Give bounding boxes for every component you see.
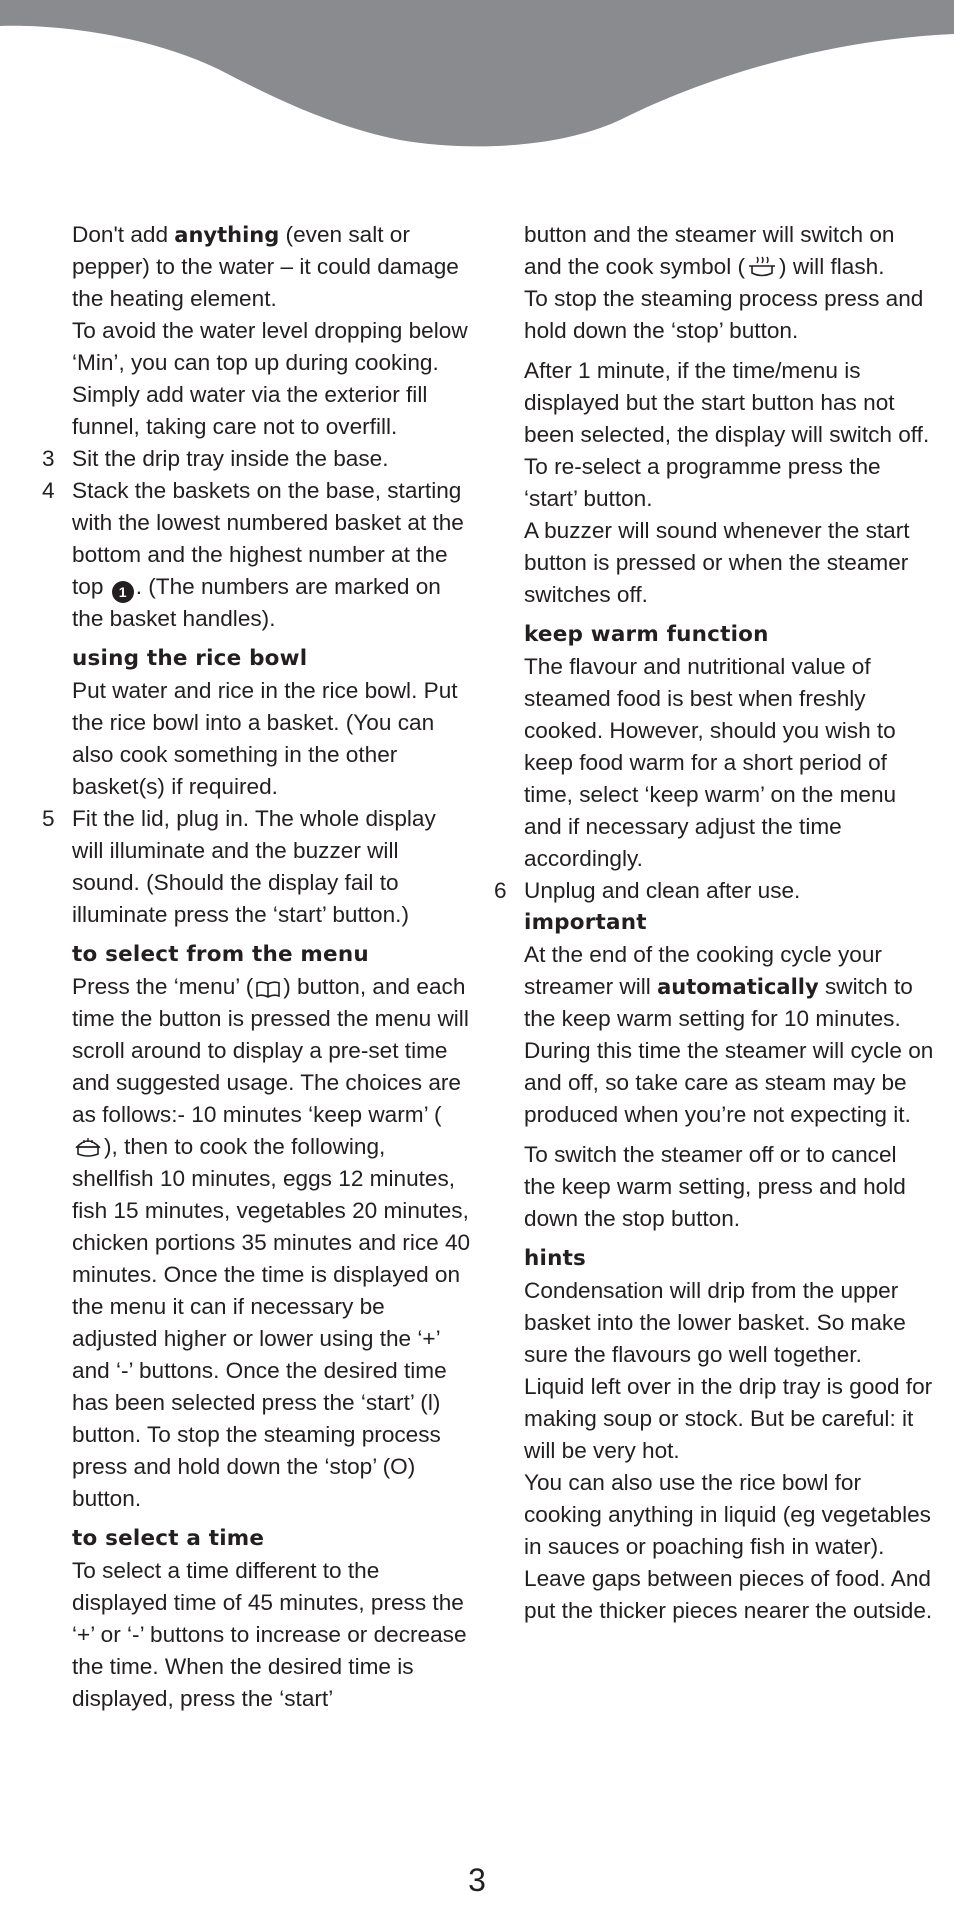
heading-select-time: to select a time [72, 1526, 265, 1551]
header-wave-band [0, 0, 954, 160]
left-column [42, 219, 472, 1715]
heading-important: important [524, 910, 647, 935]
bold-text: automatically [657, 975, 819, 999]
bold-text: anything [174, 223, 280, 247]
heading-hints: hints [524, 1246, 587, 1271]
step-text: Unplug and clean after use. [524, 878, 801, 903]
paragraph: A buzzer will sound whenever the start button is pressed or when the steamer switches off. [524, 518, 910, 607]
paragraph: Put water and rice in the rice bowl. Put the rice bowl into a basket. (You can also cook something in the other basket(s) if required. [72, 678, 458, 799]
text: Stack the baskets on the base, starting with the lowest numbered basket at the bottom and the highest number at the top [72, 478, 464, 599]
right-column [494, 219, 934, 1627]
paragraph: To avoid the water level dropping below ‘Min’, you can top up during cooking. Simply add water via the exterior fill funnel, taking care not to overfill. [72, 318, 468, 439]
keep-warm-icon [74, 1135, 102, 1159]
text: Press the ‘menu’ ( [72, 974, 254, 999]
book-menu-icon [255, 979, 281, 999]
step-number: 5 [42, 806, 55, 831]
step-text: Sit the drip tray inside the base. [72, 446, 389, 471]
text: ) button, and each time the button is pressed the menu will scroll around to display a pre-set time and suggested usage. The choices are as follows:- 10 minutes ‘keep warm’ ( [72, 974, 469, 1127]
cook-symbol-icon [747, 255, 777, 279]
text: button and the steamer will switch on and the cook symbol ( [524, 222, 895, 279]
paragraph: You can also use the rice bowl for cooking anything in liquid (eg vegetables in sauces or poaching fish in water). [524, 1470, 931, 1559]
step-6 [494, 875, 934, 907]
paragraph: After 1 minute, if the time/menu is displayed but the start button has not been selected, the display will switch off. To re-select a programme press the ‘start’ button. [524, 358, 930, 511]
text: At the end of the cooking cycle your streamer will [524, 942, 882, 999]
heading-keep-warm: keep warm function [524, 622, 769, 647]
paragraph: Leave gaps between pieces of food. And put the thicker pieces nearer the outside. [524, 1566, 933, 1623]
text: ) will flash. [779, 254, 885, 279]
paragraph: Condensation will drip from the upper basket into the lower basket. So make sure the flavours go well together. [524, 1278, 906, 1367]
paragraph [42, 971, 472, 1515]
text: ), then to cook the following, shellfish 10 minutes, eggs 12 minutes, fish 15 minutes, vegetables 20 minutes, chicken portions 35 minutes and rice 40 minutes. Once the time is displayed on the menu it can if necessary be adjusted higher or lower using the ‘+’ and ‘-’ buttons. Once the desired time has been selected press the ‘start’ (l) button. To stop the steaming process press and hold down the ‘stop’ (O) button. [72, 1134, 471, 1511]
step-text [72, 475, 472, 635]
step-5 [42, 803, 472, 931]
paragraph: The flavour and nutritional value of steamed food is best when freshly cooked. However, should you wish to keep food warm for a short period of time, select ‘keep warm’ on the menu and if necessary adjust the time accordingly. [524, 654, 897, 871]
heading-rice-bowl: using the rice bowl [72, 646, 308, 671]
step-number: 4 [42, 478, 55, 503]
step-4 [42, 475, 472, 635]
paragraph: Liquid left over in the drip tray is good for making soup or stock. But be careful: it will be very hot. [524, 1374, 933, 1463]
paragraph [42, 219, 472, 315]
step-text: Fit the lid, plug in. The whole display will illuminate and the buzzer will sound. (Should the display fail to illuminate press the ‘start’ button.) [72, 806, 436, 927]
paragraph [494, 219, 934, 283]
heading-select-menu: to select from the menu [72, 942, 369, 967]
figure-1-badge: 1 [112, 581, 134, 603]
text: . (The numbers are marked on the basket handles). [72, 574, 441, 631]
paragraph [494, 939, 934, 1131]
page-number: 3 [468, 1862, 486, 1898]
paragraph: To switch the steamer off or to cancel the keep warm setting, press and hold down the stop button. [524, 1142, 906, 1231]
paragraph: To stop the steaming process press and hold down the ‘stop’ button. [524, 286, 924, 343]
text: switch to the keep warm setting for 10 minutes. During this time the steamer will cycle on and off, so take care as steam may be produced when you’re not expecting it. [524, 974, 934, 1127]
step-number: 3 [42, 446, 55, 471]
step-3 [42, 443, 472, 475]
step-number: 6 [494, 878, 507, 903]
paragraph: To select a time different to the displayed time of 45 minutes, press the ‘+’ or ‘-’ buttons to increase or decrease the time. When the desired time is displayed, press the ‘start’ [72, 1558, 467, 1711]
text: (even salt or pepper) to the water – it could damage the heating element. [72, 222, 459, 311]
text: Don't add [72, 222, 175, 247]
